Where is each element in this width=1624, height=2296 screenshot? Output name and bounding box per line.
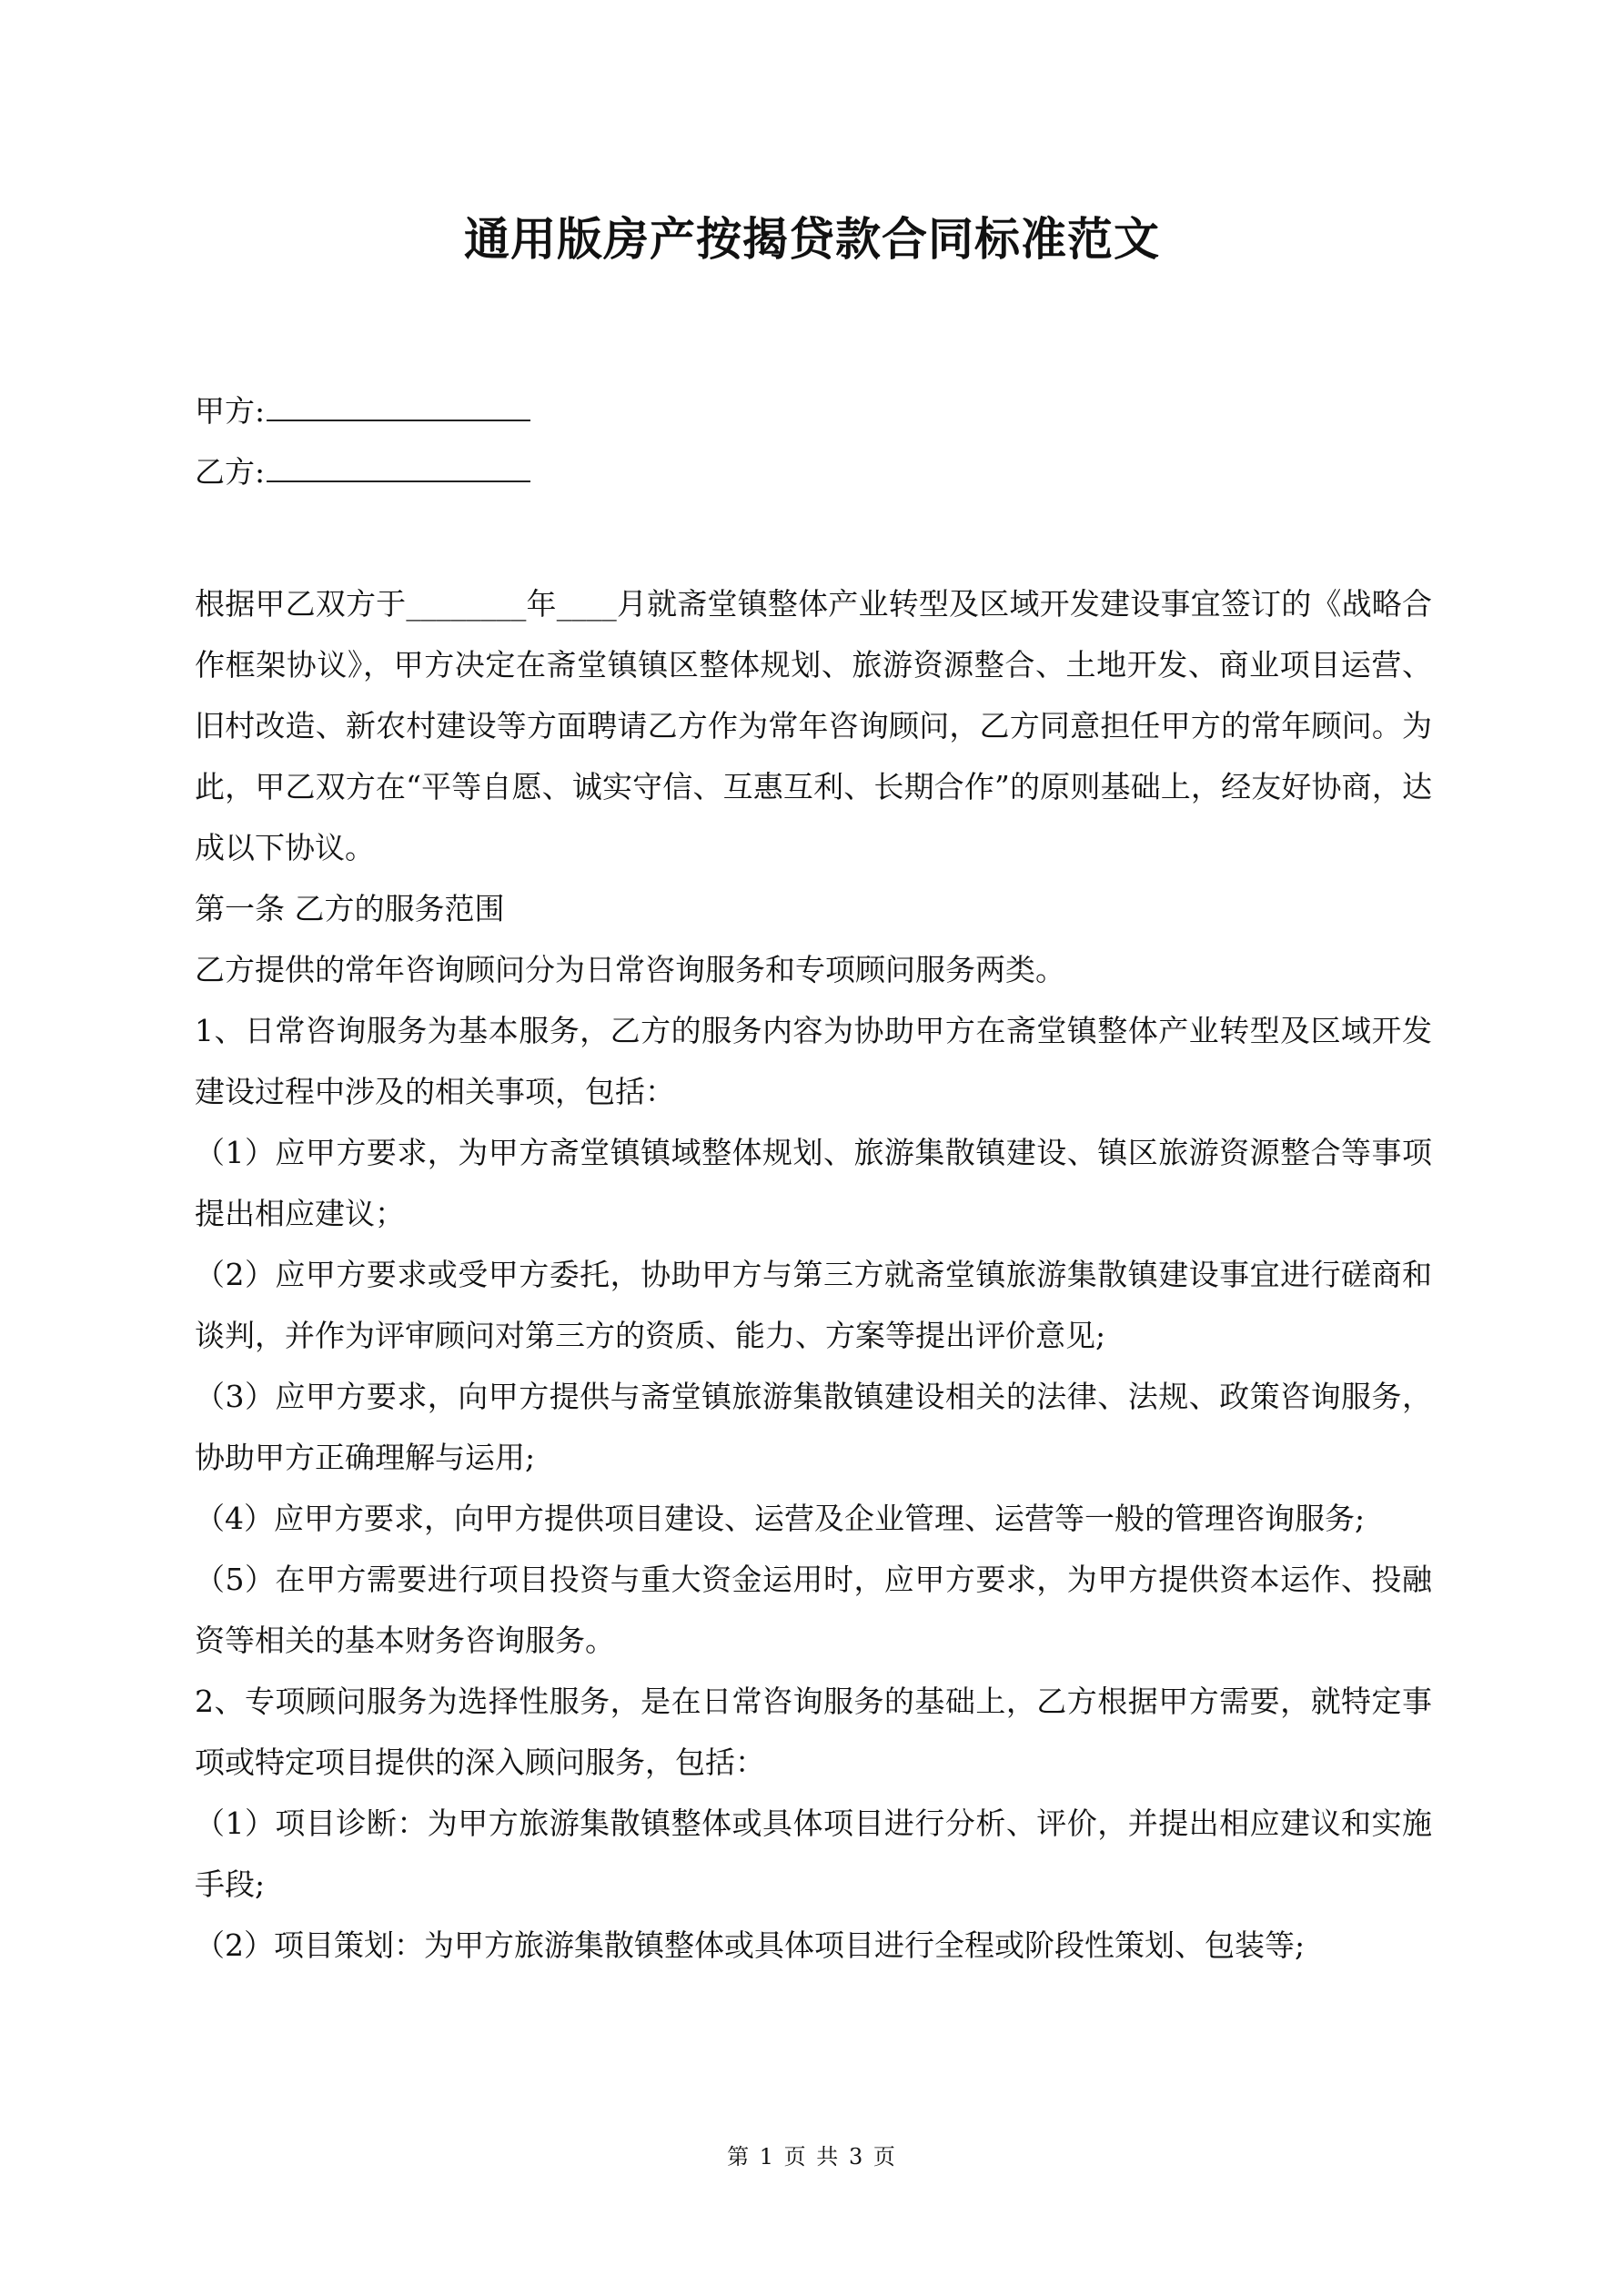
special-consulting-paragraph: 2、专项顾问服务为选择性服务，是在日常咨询服务的基础上，乙方根据甲方需要，就特定事项或特定项目提供的深入顾问服务，包括：: [195, 1684, 1432, 1780]
party-b-line: [195, 441, 1432, 502]
document-title: 通用版房产按揭贷款合同标准范文: [464, 212, 1160, 266]
party-a-label: 甲方:: [195, 393, 266, 429]
party-a-line: [195, 380, 1432, 441]
daily-item-2: （2）应甲方要求或受甲方委托，协助甲方与第三方就斋堂镇旅游集散镇建设事宜进行磋商和谈判，并作为评审顾问对第三方的资质、能力、方案等提出评价意见;: [195, 1257, 1432, 1353]
daily-item-3: （3）应甲方要求，向甲方提供与斋堂镇旅游集散镇建设相关的法律、法规、政策咨询服务，协助甲方正确理解与运用;: [195, 1379, 1432, 1475]
service-scope-paragraph: 乙方提供的常年咨询顾问分为日常咨询服务和专项顾问服务两类。: [195, 952, 1065, 987]
party-b-blank: [267, 453, 530, 482]
preamble-paragraph: 根据甲乙双方于________年____月就斋堂镇整体产业转型及区域开发建设事宜签订的《战略合作框架协议》，甲方决定在斋堂镇镇区整体规划、旅游资源整合、土地开发、商业项目运营、旧村改造、新农村建设等方面聘请乙方作为常年咨询顾问，乙方同意担任甲方的常年顾问。为此，甲乙双方在“平等自愿、诚实守信、互惠互利、长期合作”的原则基础上，经友好协商，达成以下协议。: [195, 586, 1432, 865]
daily-consulting-paragraph: 1、日常咨询服务为基本服务，乙方的服务内容为协助甲方在斋堂镇整体产业转型及区域开发建设过程中涉及的相关事项，包括：: [195, 1013, 1432, 1109]
daily-item-4: （4）应甲方要求，向甲方提供项目建设、运营及企业管理、运营等一般的管理咨询服务;: [195, 1501, 1366, 1536]
parties-block: [195, 380, 1432, 502]
article-1-heading: 第一条 乙方的服务范围: [195, 891, 505, 926]
party-a-blank: [267, 392, 530, 421]
party-b-label: 乙方:: [195, 454, 266, 490]
contract-body: [195, 573, 1432, 1976]
special-item-2: （2）项目策划：为甲方旅游集散镇整体或具体项目进行全程或阶段性策划、包装等;: [195, 1927, 1306, 1963]
page-footer: 第 1 页 共 3 页: [727, 2144, 897, 2170]
daily-item-5: （5）在甲方需要进行项目投资与重大资金运用时，应甲方要求，为甲方提供资本运作、投融资等相关的基本财务咨询服务。: [195, 1562, 1432, 1658]
daily-item-1: （1）应甲方要求，为甲方斋堂镇镇域整体规划、旅游集散镇建设、镇区旅游资源整合等事项提出相应建议；: [195, 1135, 1432, 1231]
special-item-1: （1）项目诊断：为甲方旅游集散镇整体或具体项目进行分析、评价，并提出相应建议和实施手段;: [195, 1805, 1432, 1902]
